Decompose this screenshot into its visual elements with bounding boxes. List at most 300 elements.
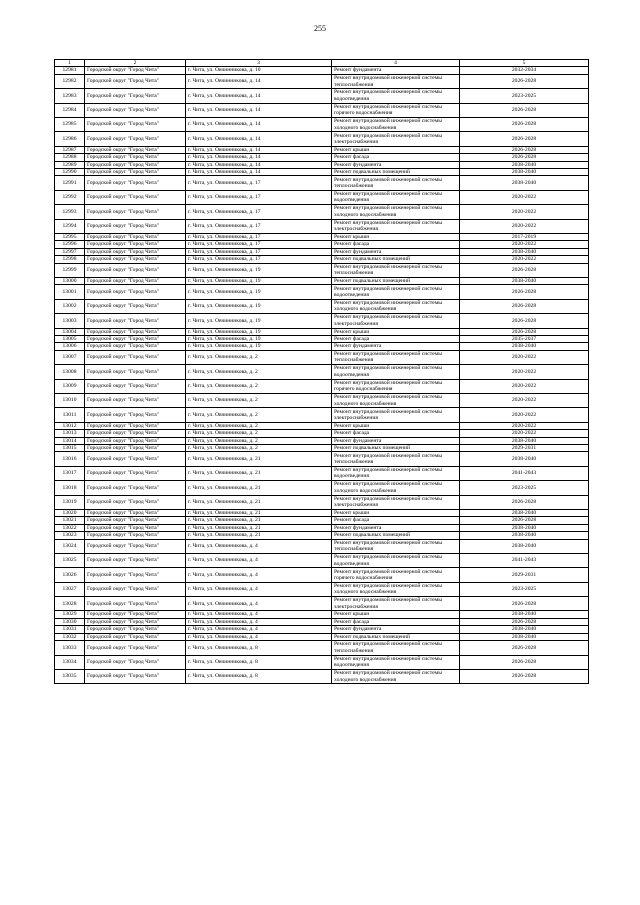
table-row bbox=[55, 176, 589, 190]
cell-address: г. Чита, ул. Овчинникова, д. 21 bbox=[186, 452, 332, 466]
cell-district: Городской округ "Город Чита" bbox=[85, 553, 186, 567]
cell-work-type: Ремонт фундамента bbox=[332, 343, 460, 350]
table-row bbox=[55, 655, 589, 669]
header-col-2: 2 bbox=[85, 60, 186, 67]
cell-period: 2029-2031 bbox=[460, 444, 589, 451]
cell-period: 2026-2028 bbox=[460, 495, 589, 509]
cell-district: Городской округ "Город Чита" bbox=[85, 524, 186, 531]
cell-district: Городской округ "Город Чита" bbox=[85, 154, 186, 161]
cell-address: г. Чита, ул. Овчинникова, д. 14 bbox=[186, 132, 332, 146]
cell-period: 2038-2040 bbox=[460, 343, 589, 350]
cell-number: 13006 bbox=[55, 343, 85, 350]
cell-period: 2026-2028 bbox=[460, 618, 589, 625]
cell-work-type: Ремонт фасада bbox=[332, 154, 460, 161]
table-row bbox=[55, 641, 589, 655]
cell-period: 2035-2037 bbox=[460, 335, 589, 342]
table-row bbox=[55, 256, 589, 263]
table-row bbox=[55, 117, 589, 131]
cell-district: Городской округ "Город Чита" bbox=[85, 582, 186, 596]
table-row bbox=[55, 582, 589, 596]
cell-period: 2023-2025 bbox=[460, 89, 589, 103]
cell-work-type: Ремонт фасада bbox=[332, 618, 460, 625]
table-row bbox=[55, 532, 589, 539]
cell-number: 12981 bbox=[55, 67, 85, 74]
table-row bbox=[55, 481, 589, 495]
cell-address: г. Чита, ул. Овчинникова, д. 4 bbox=[186, 611, 332, 618]
cell-period: 2029-2031 bbox=[460, 568, 589, 582]
cell-work-type: Ремонт подвальных помещений bbox=[332, 532, 460, 539]
cell-period: 2026-2028 bbox=[460, 103, 589, 117]
cell-number: 13033 bbox=[55, 641, 85, 655]
cell-period: 2038-2040 bbox=[460, 452, 589, 466]
cell-address: г. Чита, ул. Овчинникова, д. 17 bbox=[186, 241, 332, 248]
cell-work-type: Ремонт внутридомовой инженерной системы холодного водоснабжения bbox=[332, 205, 460, 219]
cell-period: 2026-2028 bbox=[460, 669, 589, 683]
cell-address: г. Чита, ул. Овчинникова, д. 2 bbox=[186, 379, 332, 393]
cell-district: Городской округ "Город Чита" bbox=[85, 103, 186, 117]
cell-work-type: Ремонт фундамента bbox=[332, 161, 460, 168]
cell-period: 2038-2040 bbox=[460, 633, 589, 640]
cell-work-type: Ремонт внутридомовой инженерной системы водоотведения bbox=[332, 655, 460, 669]
cell-district: Городской округ "Город Чита" bbox=[85, 444, 186, 451]
table-row bbox=[55, 328, 589, 335]
cell-work-type: Ремонт внутридомовой инженерной системы холодного водоснабжения bbox=[332, 117, 460, 131]
cell-work-type: Ремонт подвальных помещений bbox=[332, 633, 460, 640]
table-row bbox=[55, 524, 589, 531]
cell-work-type: Ремонт внутридомовой инженерной системы горячего водоснабжения bbox=[332, 379, 460, 393]
cell-period: 2038-2040 bbox=[460, 611, 589, 618]
table-row bbox=[55, 626, 589, 633]
cell-work-type: Ремонт внутридомовой инженерной системы электроснабжения bbox=[332, 597, 460, 611]
cell-period: 2026-2028 bbox=[460, 74, 589, 88]
cell-number: 13012 bbox=[55, 422, 85, 429]
cell-work-type: Ремонт внутридомовой инженерной системы холодного водоснабжения bbox=[332, 481, 460, 495]
table-row bbox=[55, 669, 589, 683]
repair-schedule-table bbox=[54, 59, 589, 684]
table-row bbox=[55, 103, 589, 117]
table-row bbox=[55, 422, 589, 429]
cell-address: г. Чита, ул. Овчинникова, д. 2 bbox=[186, 408, 332, 422]
cell-work-type: Ремонт подвальных помещений bbox=[332, 256, 460, 263]
cell-period: 2026-2028 bbox=[460, 655, 589, 669]
cell-work-type: Ремонт внутридомовой инженерной системы электроснабжения bbox=[332, 219, 460, 233]
cell-district: Городской округ "Город Чита" bbox=[85, 655, 186, 669]
cell-period: 2032-2034 bbox=[460, 67, 589, 74]
cell-work-type: Ремонт крыши bbox=[332, 509, 460, 516]
cell-work-type: Ремонт внутридомовой инженерной системы теплоснабжения bbox=[332, 452, 460, 466]
table-row bbox=[55, 190, 589, 204]
table-row bbox=[55, 408, 589, 422]
cell-work-type: Ремонт фасада bbox=[332, 335, 460, 342]
cell-district: Городской округ "Город Чита" bbox=[85, 241, 186, 248]
table-row bbox=[55, 568, 589, 582]
cell-work-type: Ремонт внутридомовой инженерной системы водоотведения bbox=[332, 190, 460, 204]
cell-address: г. Чита, ул. Овчинникова, д. 2 bbox=[186, 365, 332, 379]
cell-period: 2026-2028 bbox=[460, 299, 589, 313]
cell-work-type: Ремонт крыши bbox=[332, 611, 460, 618]
table-row bbox=[55, 379, 589, 393]
cell-period: 2026-2028 bbox=[460, 154, 589, 161]
cell-district: Городской округ "Город Чита" bbox=[85, 328, 186, 335]
cell-number: 13023 bbox=[55, 532, 85, 539]
table-row bbox=[55, 168, 589, 175]
cell-address: г. Чита, ул. Овчинникова, д. 14 bbox=[186, 161, 332, 168]
cell-address: г. Чита, ул. Овчинникова, д. 8 bbox=[186, 669, 332, 683]
cell-period: 2041-2043 bbox=[460, 466, 589, 480]
cell-address: г. Чита, ул. Овчинникова, д. 21 bbox=[186, 517, 332, 524]
cell-period: 2026-2028 bbox=[460, 597, 589, 611]
cell-period: 2038-2040 bbox=[460, 277, 589, 284]
cell-address: г. Чита, ул. Овчинникова, д. 14 bbox=[186, 89, 332, 103]
cell-address: г. Чита, ул. Овчинникова, д. 2 bbox=[186, 422, 332, 429]
cell-period: 2038-2040 bbox=[460, 168, 589, 175]
table-row bbox=[55, 539, 589, 553]
cell-work-type: Ремонт внутридомовой инженерной системы холодного водоснабжения bbox=[332, 299, 460, 313]
cell-address: г. Чита, ул. Овчинникова, д. 10 bbox=[186, 67, 332, 74]
cell-period: 2026-2028 bbox=[460, 146, 589, 153]
cell-district: Городской округ "Город Чита" bbox=[85, 633, 186, 640]
cell-work-type: Ремонт внутридомовой инженерной системы водоотведения bbox=[332, 466, 460, 480]
cell-work-type: Ремонт внутридомовой инженерной системы водоотведения bbox=[332, 553, 460, 567]
table-row bbox=[55, 365, 589, 379]
cell-address: г. Чита, ул. Овчинникова, д. 21 bbox=[186, 495, 332, 509]
cell-number: 13014 bbox=[55, 437, 85, 444]
cell-number: 12991 bbox=[55, 176, 85, 190]
cell-district: Городской округ "Город Чита" bbox=[85, 408, 186, 422]
table-row bbox=[55, 205, 589, 219]
cell-address: г. Чита, ул. Овчинникова, д. 2 bbox=[186, 350, 332, 364]
cell-period: 2026-2028 bbox=[460, 285, 589, 299]
cell-number: 13022 bbox=[55, 524, 85, 531]
table-row bbox=[55, 343, 589, 350]
cell-work-type: Ремонт фундамента bbox=[332, 626, 460, 633]
cell-address: г. Чита, ул. Овчинникова, д. 19 bbox=[186, 299, 332, 313]
table-row bbox=[55, 444, 589, 451]
cell-district: Городской округ "Город Чита" bbox=[85, 74, 186, 88]
cell-number: 13007 bbox=[55, 350, 85, 364]
cell-district: Городской округ "Город Чита" bbox=[85, 539, 186, 553]
cell-work-type: Ремонт внутридомовой инженерной системы водоотведения bbox=[332, 365, 460, 379]
cell-period: 2026-2028 bbox=[460, 641, 589, 655]
cell-district: Городской округ "Город Чита" bbox=[85, 641, 186, 655]
cell-work-type: Ремонт крыши bbox=[332, 146, 460, 153]
cell-number: 13028 bbox=[55, 597, 85, 611]
cell-number: 13024 bbox=[55, 539, 85, 553]
cell-district: Городской округ "Город Чита" bbox=[85, 190, 186, 204]
cell-address: г. Чита, ул. Овчинникова, д. 2 bbox=[186, 393, 332, 407]
cell-district: Городской округ "Город Чита" bbox=[85, 285, 186, 299]
cell-work-type: Ремонт крыши bbox=[332, 328, 460, 335]
cell-address: г. Чита, ул. Овчинникова, д. 19 bbox=[186, 343, 332, 350]
table-row bbox=[55, 132, 589, 146]
cell-number: 12982 bbox=[55, 74, 85, 88]
cell-work-type: Ремонт внутридомовой инженерной системы холодного водоснабжения bbox=[332, 582, 460, 596]
cell-address: г. Чита, ул. Овчинникова, д. 4 bbox=[186, 553, 332, 567]
cell-district: Городской округ "Город Чита" bbox=[85, 568, 186, 582]
table-row bbox=[55, 285, 589, 299]
cell-number: 13035 bbox=[55, 669, 85, 683]
cell-period: 2038-2040 bbox=[460, 509, 589, 516]
cell-period: 2038-2040 bbox=[460, 539, 589, 553]
table-row bbox=[55, 233, 589, 240]
cell-address: г. Чита, ул. Овчинникова, д. 17 bbox=[186, 219, 332, 233]
cell-address: г. Чита, ул. Овчинникова, д. 17 bbox=[186, 190, 332, 204]
table-row bbox=[55, 248, 589, 255]
table-row bbox=[55, 466, 589, 480]
table-row bbox=[55, 495, 589, 509]
table-row bbox=[55, 277, 589, 284]
cell-period: 2020-2022 bbox=[460, 393, 589, 407]
cell-address: г. Чита, ул. Овчинникова, д. 17 bbox=[186, 205, 332, 219]
cell-address: г. Чита, ул. Овчинникова, д. 2 bbox=[186, 444, 332, 451]
table-row bbox=[55, 509, 589, 516]
cell-number: 13020 bbox=[55, 509, 85, 516]
cell-district: Городской округ "Город Чита" bbox=[85, 466, 186, 480]
cell-period: 2020-2022 bbox=[460, 205, 589, 219]
cell-district: Городской округ "Город Чита" bbox=[85, 233, 186, 240]
cell-number: 13004 bbox=[55, 328, 85, 335]
cell-district: Городской округ "Город Чита" bbox=[85, 263, 186, 277]
cell-period: 2038-2040 bbox=[460, 626, 589, 633]
cell-number: 13011 bbox=[55, 408, 85, 422]
cell-address: г. Чита, ул. Овчинникова, д. 14 bbox=[186, 117, 332, 131]
cell-number: 12987 bbox=[55, 146, 85, 153]
cell-work-type: Ремонт внутридомовой инженерной системы электроснабжения bbox=[332, 132, 460, 146]
cell-period: 2026-2028 bbox=[460, 263, 589, 277]
cell-address: г. Чита, ул. Овчинникова, д. 21 bbox=[186, 481, 332, 495]
cell-district: Городской округ "Город Чита" bbox=[85, 611, 186, 618]
table-row bbox=[55, 89, 589, 103]
cell-work-type: Ремонт внутридомовой инженерной системы электроснабжения bbox=[332, 314, 460, 328]
cell-district: Городской округ "Город Чита" bbox=[85, 626, 186, 633]
cell-address: г. Чита, ул. Овчинникова, д. 14 bbox=[186, 74, 332, 88]
cell-work-type: Ремонт внутридомовой инженерной системы горячего водоснабжения bbox=[332, 103, 460, 117]
cell-number: 13016 bbox=[55, 452, 85, 466]
cell-district: Городской округ "Город Чита" bbox=[85, 219, 186, 233]
cell-work-type: Ремонт внутридомовой инженерной системы теплоснабжения bbox=[332, 350, 460, 364]
cell-number: 13017 bbox=[55, 466, 85, 480]
cell-work-type: Ремонт внутридомовой инженерной системы водоотведения bbox=[332, 89, 460, 103]
cell-address: г. Чита, ул. Овчинникова, д. 14 bbox=[186, 154, 332, 161]
cell-number: 13009 bbox=[55, 379, 85, 393]
cell-work-type: Ремонт внутридомовой инженерной системы холодного водоснабжения bbox=[332, 393, 460, 407]
cell-district: Городской округ "Город Чита" bbox=[85, 299, 186, 313]
cell-district: Городской округ "Город Чита" bbox=[85, 365, 186, 379]
cell-period: 2026-2028 bbox=[460, 132, 589, 146]
table-row bbox=[55, 219, 589, 233]
table-row bbox=[55, 618, 589, 625]
cell-work-type: Ремонт внутридомовой инженерной системы теплоснабжения bbox=[332, 74, 460, 88]
cell-work-type: Ремонт внутридомовой инженерной системы теплоснабжения bbox=[332, 176, 460, 190]
cell-period: 2026-2028 bbox=[460, 314, 589, 328]
cell-period: 2041-2043 bbox=[460, 553, 589, 567]
table-row bbox=[55, 452, 589, 466]
cell-address: г. Чита, ул. Овчинникова, д. 8 bbox=[186, 641, 332, 655]
cell-district: Городской округ "Город Чита" bbox=[85, 168, 186, 175]
cell-number: 12985 bbox=[55, 117, 85, 131]
cell-number: 13032 bbox=[55, 633, 85, 640]
cell-district: Городской округ "Город Чита" bbox=[85, 430, 186, 437]
table-row bbox=[55, 517, 589, 524]
cell-work-type: Ремонт внутридомовой инженерной системы горячего водоснабжения bbox=[332, 568, 460, 582]
cell-work-type: Ремонт подвальных помещений bbox=[332, 168, 460, 175]
cell-number: 13027 bbox=[55, 582, 85, 596]
cell-number: 12996 bbox=[55, 241, 85, 248]
cell-district: Городской округ "Город Чита" bbox=[85, 393, 186, 407]
cell-district: Городской округ "Город Чита" bbox=[85, 256, 186, 263]
cell-district: Городской округ "Город Чита" bbox=[85, 495, 186, 509]
cell-period: 2038-2040 bbox=[460, 161, 589, 168]
header-col-3: 3 bbox=[186, 60, 332, 67]
cell-district: Городской округ "Город Чита" bbox=[85, 597, 186, 611]
cell-district: Городской округ "Город Чита" bbox=[85, 335, 186, 342]
cell-address: г. Чита, ул. Овчинникова, д. 4 bbox=[186, 539, 332, 553]
cell-address: г. Чита, ул. Овчинникова, д. 17 bbox=[186, 256, 332, 263]
cell-number: 13015 bbox=[55, 444, 85, 451]
table-row bbox=[55, 314, 589, 328]
cell-period: 2038-2040 bbox=[460, 437, 589, 444]
cell-period: 2020-2022 bbox=[460, 365, 589, 379]
cell-work-type: Ремонт фасада bbox=[332, 517, 460, 524]
cell-address: г. Чита, ул. Овчинникова, д. 14 bbox=[186, 168, 332, 175]
cell-number: 12993 bbox=[55, 205, 85, 219]
cell-work-type: Ремонт фундамента bbox=[332, 67, 460, 74]
cell-period: 2020-2022 bbox=[460, 379, 589, 393]
cell-address: г. Чита, ул. Овчинникова, д. 19 bbox=[186, 285, 332, 299]
cell-number: 13003 bbox=[55, 314, 85, 328]
table-row bbox=[55, 393, 589, 407]
cell-number: 12995 bbox=[55, 233, 85, 240]
cell-period: 2020-2022 bbox=[460, 241, 589, 248]
cell-address: г. Чита, ул. Овчинникова, д. 4 bbox=[186, 568, 332, 582]
header-col-1: 1 bbox=[55, 60, 85, 67]
cell-address: г. Чита, ул. Овчинникова, д. 21 bbox=[186, 509, 332, 516]
cell-address: г. Чита, ул. Овчинникова, д. 21 bbox=[186, 532, 332, 539]
cell-period: 2038-2040 bbox=[460, 248, 589, 255]
cell-number: 13000 bbox=[55, 277, 85, 284]
cell-number: 12992 bbox=[55, 190, 85, 204]
cell-period: 2020-2022 bbox=[460, 430, 589, 437]
cell-number: 12997 bbox=[55, 248, 85, 255]
cell-district: Городской округ "Город Чита" bbox=[85, 618, 186, 625]
cell-district: Городской округ "Город Чита" bbox=[85, 669, 186, 683]
cell-address: г. Чита, ул. Овчинникова, д. 17 bbox=[186, 233, 332, 240]
cell-work-type: Ремонт фундамента bbox=[332, 524, 460, 531]
cell-address: г. Чита, ул. Овчинникова, д. 4 bbox=[186, 633, 332, 640]
cell-number: 12983 bbox=[55, 89, 85, 103]
table-row bbox=[55, 597, 589, 611]
cell-address: г. Чита, ул. Овчинникова, д. 4 bbox=[186, 618, 332, 625]
header-col-4: 4 bbox=[332, 60, 460, 67]
cell-number: 13010 bbox=[55, 393, 85, 407]
cell-district: Городской округ "Город Чита" bbox=[85, 481, 186, 495]
cell-district: Городской округ "Город Чита" bbox=[85, 205, 186, 219]
table-row bbox=[55, 299, 589, 313]
cell-number: 13001 bbox=[55, 285, 85, 299]
cell-number: 12984 bbox=[55, 103, 85, 117]
cell-district: Городской округ "Город Чита" bbox=[85, 343, 186, 350]
header-row bbox=[55, 60, 589, 67]
cell-work-type: Ремонт фундамента bbox=[332, 437, 460, 444]
cell-district: Городской округ "Город Чита" bbox=[85, 89, 186, 103]
cell-number: 13021 bbox=[55, 517, 85, 524]
cell-number: 13002 bbox=[55, 299, 85, 313]
cell-address: г. Чита, ул. Овчинникова, д. 4 bbox=[186, 597, 332, 611]
cell-number: 13030 bbox=[55, 618, 85, 625]
cell-address: г. Чита, ул. Овчинникова, д. 19 bbox=[186, 328, 332, 335]
cell-address: г. Чита, ул. Овчинникова, д. 19 bbox=[186, 335, 332, 342]
table-row bbox=[55, 263, 589, 277]
cell-period: 2020-2022 bbox=[460, 422, 589, 429]
table-row bbox=[55, 67, 589, 74]
cell-work-type: Ремонт подвальных помещений bbox=[332, 277, 460, 284]
cell-district: Городской округ "Город Чита" bbox=[85, 117, 186, 131]
cell-district: Городской округ "Город Чита" bbox=[85, 379, 186, 393]
cell-period: 2020-2022 bbox=[460, 408, 589, 422]
cell-work-type: Ремонт крыши bbox=[332, 422, 460, 429]
cell-address: г. Чита, ул. Овчинникова, д. 19 bbox=[186, 277, 332, 284]
table-row bbox=[55, 146, 589, 153]
cell-address: г. Чита, ул. Овчинникова, д. 21 bbox=[186, 466, 332, 480]
cell-district: Городской округ "Город Чита" bbox=[85, 509, 186, 516]
cell-address: г. Чита, ул. Овчинникова, д. 4 bbox=[186, 582, 332, 596]
cell-number: 13029 bbox=[55, 611, 85, 618]
table-row bbox=[55, 430, 589, 437]
cell-number: 13019 bbox=[55, 495, 85, 509]
cell-district: Городской округ "Город Чита" bbox=[85, 422, 186, 429]
table-body bbox=[55, 67, 589, 684]
cell-address: г. Чита, ул. Овчинникова, д. 2 bbox=[186, 430, 332, 437]
cell-period: 2020-2022 bbox=[460, 219, 589, 233]
cell-period: 2020-2022 bbox=[460, 350, 589, 364]
cell-work-type: Ремонт фасада bbox=[332, 241, 460, 248]
cell-period: 2038-2040 bbox=[460, 532, 589, 539]
cell-period: 2026-2028 bbox=[460, 117, 589, 131]
cell-district: Городской округ "Город Чита" bbox=[85, 452, 186, 466]
cell-address: г. Чита, ул. Овчинникова, д. 19 bbox=[186, 314, 332, 328]
cell-district: Городской округ "Город Чита" bbox=[85, 437, 186, 444]
table-row bbox=[55, 611, 589, 618]
cell-address: г. Чита, ул. Овчинникова, д. 8 bbox=[186, 655, 332, 669]
cell-district: Городской округ "Город Чита" bbox=[85, 248, 186, 255]
cell-district: Городской округ "Город Чита" bbox=[85, 176, 186, 190]
cell-address: г. Чита, ул. Овчинникова, д. 14 bbox=[186, 103, 332, 117]
cell-address: г. Чита, ул. Овчинникова, д. 4 bbox=[186, 626, 332, 633]
cell-number: 13005 bbox=[55, 335, 85, 342]
cell-number: 13034 bbox=[55, 655, 85, 669]
table-row bbox=[55, 74, 589, 88]
cell-work-type: Ремонт внутридомовой инженерной системы водоотведения bbox=[332, 285, 460, 299]
cell-number: 13013 bbox=[55, 430, 85, 437]
cell-number: 12989 bbox=[55, 161, 85, 168]
cell-district: Городской округ "Город Чита" bbox=[85, 146, 186, 153]
cell-period: 2023-2025 bbox=[460, 481, 589, 495]
cell-work-type: Ремонт внутридомовой инженерной системы теплоснабжения bbox=[332, 263, 460, 277]
page-number: 255 bbox=[314, 24, 326, 33]
table-row bbox=[55, 335, 589, 342]
cell-district: Городской округ "Город Чита" bbox=[85, 67, 186, 74]
cell-district: Городской округ "Город Чита" bbox=[85, 517, 186, 524]
cell-number: 12990 bbox=[55, 168, 85, 175]
cell-period: 2038-2040 bbox=[460, 524, 589, 531]
table-row bbox=[55, 633, 589, 640]
cell-period: 2026-2028 bbox=[460, 328, 589, 335]
cell-period: 2020-2022 bbox=[460, 256, 589, 263]
cell-work-type: Ремонт фундамента bbox=[332, 248, 460, 255]
cell-district: Городской округ "Город Чита" bbox=[85, 532, 186, 539]
table-row bbox=[55, 241, 589, 248]
cell-work-type: Ремонт внутридомовой инженерной системы электроснабжения bbox=[332, 495, 460, 509]
